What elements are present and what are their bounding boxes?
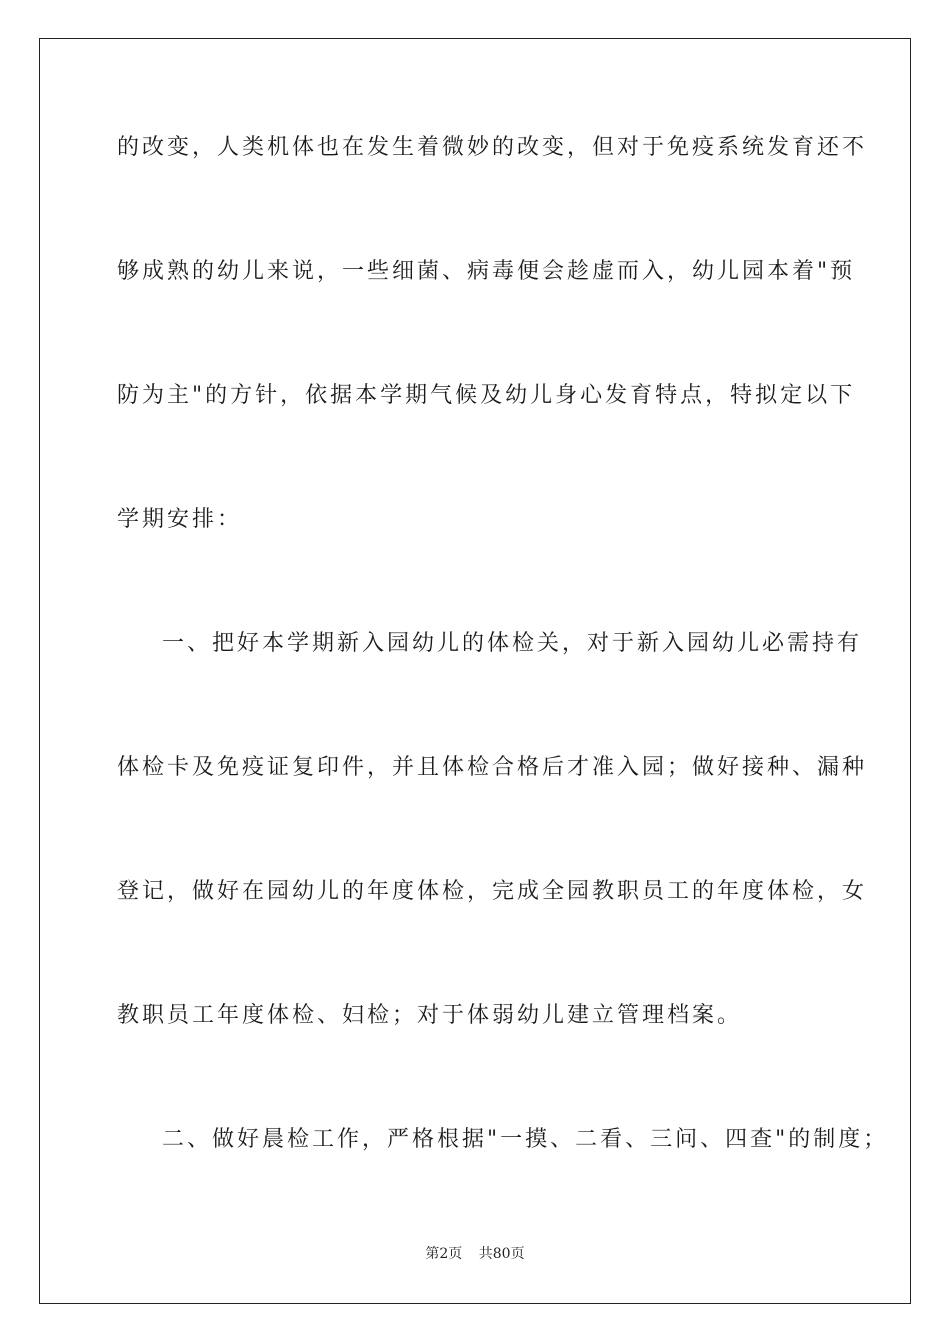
paragraph-line: 的改变，人类机体也在发生着微妙的改变，但对于免疫系统发育还不 — [117, 135, 868, 160]
page-footer — [0, 1245, 950, 1263]
page-frame — [39, 38, 911, 1304]
paragraph-line: 够成熟的幼儿来说，一些细菌、病毒便会趁虚而入，幼儿园本着"预 — [117, 259, 856, 284]
paragraph-line: 二、做好晨检工作，严格根据"一摸、二看、三问、四查"的制度； — [162, 1127, 889, 1152]
paragraph-line: 登记，做好在园幼儿的年度体检，完成全园教职员工的年度体检，女 — [117, 879, 868, 904]
page-total: 共80页 — [478, 1246, 525, 1262]
paragraph-line: 防为主"的方针，依据本学期气候及幼儿身心发育特点，特拟定以下 — [117, 383, 856, 408]
paragraph-line: 学期安排： — [117, 507, 243, 532]
paragraph-line: 教职员工年度体检、妇检；对于体弱幼儿建立管理档案。 — [117, 1003, 743, 1028]
paragraph-line: 体检卡及免疫证复印件，并且体检合格后才准入园；做好接种、漏种 — [117, 755, 868, 780]
paragraph-line: 一、把好本学期新入园幼儿的体检关，对于新入园幼儿必需持有 — [162, 631, 863, 656]
page-number: 第2页 — [425, 1246, 463, 1262]
